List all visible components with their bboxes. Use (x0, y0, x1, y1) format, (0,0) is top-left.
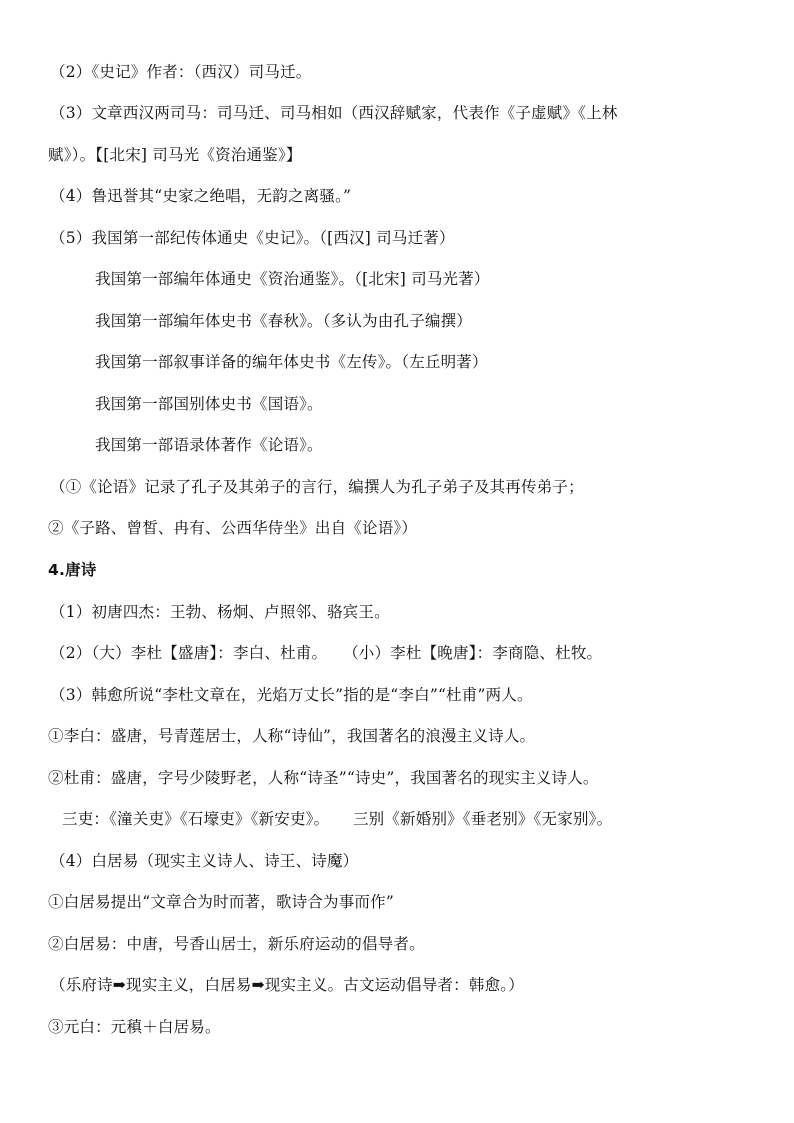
text-line: 我国第一部叙事详备的编年体史书《左传》。（左丘明著） (95, 353, 488, 371)
text-line: ③元白：元稹＋白居易。 (48, 1018, 221, 1036)
text-line: 我国第一部国别体史书《国语》。 (95, 395, 323, 413)
text-line: 赋》）。【[北宋] 司马光《资治通鉴》】 (48, 146, 302, 164)
text-line: （乐府诗➡现实主义，白居易➡现实主义。古文运动倡导者：韩愈。） (50, 976, 524, 994)
text-line: ②杜甫：盛唐，字号少陵野老，人称“诗圣”“诗史”，我国著名的现实主义诗人。 (48, 769, 599, 787)
text-line: ①白居易提出“文章合为时而著，歌诗合为事而作” (48, 893, 394, 911)
text-line: 我国第一部编年体史书《春秋》。（多认为由孔子编撰） (95, 312, 473, 330)
text-line: （2）《史记》作者：（西汉）司马迁。 (50, 63, 312, 81)
text-line: 我国第一部语录体著作《论语》。 (95, 436, 323, 454)
text-line: ②白居易：中唐，号香山居士，新乐府运动的倡导者。 (48, 935, 425, 953)
text-line: （①《论语》记录了孔子及其弟子的言行，编撰人为孔子弟子及其再传弟子； (50, 478, 584, 496)
text-line: （4）白居易（现实主义诗人、诗王、诗魔） (50, 852, 359, 870)
text-line: （3）文章西汉两司马：司马迁、司马相如（西汉辞赋家，代表作《子虚赋》《上林 (50, 104, 618, 122)
text-line: ①李白：盛唐，号青莲居士，人称“诗仙”，我国著名的浪漫主义诗人。 (48, 727, 536, 745)
text-line: （5）我国第一部纪传体通史《史记》。（[西汉] 司马迁著） (50, 229, 455, 247)
text-line: （2）（大）李杜【盛唐】：李白、杜甫。 （小）李杜【晚唐】：李商隐、杜牧。 (50, 644, 603, 662)
text-line: （1）初唐四杰：王勃、杨炯、卢照邻、骆宾王。 (50, 603, 390, 621)
text-line: ②《子路、曾皙、冉有、公西华侍坐》出自《论语》） (48, 519, 418, 537)
section-heading: 4.唐诗 (48, 561, 97, 579)
text-line: （4）鲁迅誉其“史家之绝唱，无韵之离骚。” (50, 187, 352, 205)
text-line: 我国第一部编年体通史《资治通鉴》。（[北宋] 司马光著） (95, 270, 490, 288)
text-line: 三吏：《潼关吏》《石壕吏》《新安吏》。 三别《新婚别》《垂老别》《无家别》。 (62, 810, 613, 828)
text-line: （3）韩愈所说“李杜文章在，光焰万丈长”指的是“李白”“杜甫”两人。 (50, 686, 533, 704)
